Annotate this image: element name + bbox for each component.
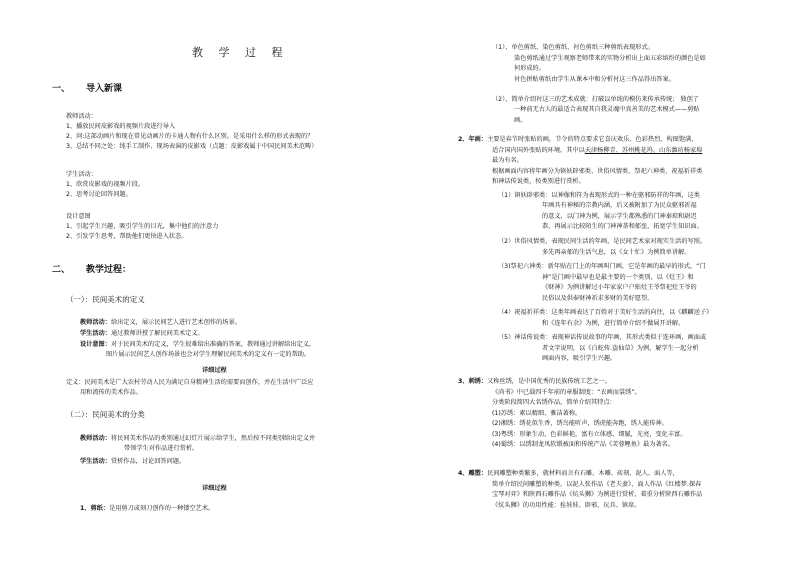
ny-type-2-b: 多先再亲郁的生活气息，以《女十忙》为例简单讲解。	[542, 249, 691, 256]
definition-line-1: 定义：民间美术是广大农村劳动人民为满足自身精神生活的需要而创作，并在生活中广泛应	[66, 379, 314, 386]
ny-type-5-b: 者文字说明，以《白蛇传.盗仙草》为例，解学生一起分析	[542, 345, 699, 352]
p1-design-cont: 图片展示民间艺人创作场景也会对学生理解民间美术的定义有一定的帮助。	[106, 351, 311, 358]
p1-detail-heading: 详细过程	[202, 367, 227, 374]
design-intent-label: 设计意图	[66, 213, 91, 220]
ny-type-3-d: 民俗以及供奉财神祈求多财的美好愿望。	[542, 295, 654, 302]
ny-type-1-b: 年画具有神秘的宗教内涵，后又被附加了为民众驱邪祈福	[542, 202, 697, 209]
embroidery-yue: (3)粤绣：形象生动，色彩鲜艳，富有立体感，细腻，光亮，变化丰富。	[492, 431, 687, 438]
sculpture-line-4: 《炕头狮》的功用性能：拴娃娃、辟邪、玩具、镇席。	[492, 502, 641, 509]
ny-type-3-b: 神”是门画中最早也是最主要的一个类别，以《灶王》和	[542, 274, 694, 281]
sculpture-line-3: 宝琴对弈》和陕西石雕作品《炕头狮》为例进行赏析，着重分析陕西石雕作品	[492, 491, 703, 498]
p2-teacher-cont: 带领学生对作品进行赏析。	[124, 445, 199, 452]
new-year-painting-line-4: 根据画面内容将年画分为镇妖辟邪类、世俗风情类、祭祀六神类、祝福祈祥类	[492, 168, 703, 175]
subsection-2-heading: （二）：民间美术的分类	[66, 410, 145, 419]
section-2-number: 二、	[52, 265, 71, 275]
ny-type-2: （2）世俗风情类，表现民间生活的年画，是民间艺术家对现实生活的写照。	[498, 238, 707, 245]
embroidery-line-3: 分类阶段简四大名绣作品，简单介绍其特点：	[492, 399, 616, 406]
p2-detail-heading: 详细过程	[202, 485, 227, 492]
p1-student: 学生活动：通过教师讲授了解民间美术定义。	[80, 330, 204, 337]
paper-cut-item: 1、剪纸：是用剪刀或刻刀创作的一种镂空艺术。	[80, 505, 215, 512]
p2-teacher: 教师活动：将民间美术作品的类别通过幻灯片展示给学生，然后按不同类别给出定义并	[80, 435, 316, 442]
ny-type-5: （5）神话传说类：表现神话传说故事的年画，其形式类似于连环画，画面或	[498, 334, 707, 341]
student-step-2: 2、思考讨论回答问题。	[66, 191, 132, 198]
paper-cut-text-3: 何形成的。	[514, 65, 545, 72]
teacher-step-3: 3、总结不同之处：纯手工制作、现场表演的皮影戏（点题：皮影戏属于中国民间美术范畴）	[66, 143, 318, 150]
embroidery-xiang: (2)湘绣：绣花似生香，绣鸟能听声，绣虎能奔跑，绣人能传神。	[492, 420, 668, 427]
sculpture-line-2: 简单介绍民间雕塑的种类，以泥人张作品《老夫妻》、面人作品《红楼梦.探春	[492, 481, 702, 488]
paper-cut-text-2: 染色剪纸通过学生观察老师带来的实物分析出上面五彩缤纷的颜色是如	[514, 55, 706, 62]
design-intent-1: 1、引起学生兴趣，吸引学生的目光，集中他们的注意力	[66, 223, 219, 230]
paper-cut-text-4: 衬色拼贴剪纸由学生从课本中和分析衬这三作品得出答案。	[514, 76, 675, 83]
paper-cut-text-7: 画。	[514, 117, 527, 124]
sculpture-intro: 4、雕塑：民间雕塑种类繁多，就材料而言有石雕、木雕、砖刻、泥人、面人等，	[458, 470, 679, 477]
paper-cut-type-1: （1）、单色剪纸、染色剪纸、衬色剪纸三种剪纸表现形式。	[492, 44, 654, 51]
student-activity-label: 学生活动：	[66, 171, 97, 178]
subsection-1-heading: （一）：民间美术的定义	[66, 295, 145, 304]
new-year-painting-intro: 2、年画：主要是春节时张贴的画，节令的特点要求它喜庆欢乐、色彩热烈、构图饱满，	[458, 136, 698, 143]
section-2-heading: 教学过程：	[86, 265, 132, 275]
ny-type-3-c: 《财神》为例讲解过小年家家户户贴灶王爷祭祀灶王爷的	[542, 284, 697, 291]
design-intent-2: 2、引发学生思考，帮助他们更快进入状态。	[66, 233, 188, 240]
ny-type-4-b: 和《连年有余》为例，进行简单介绍不做展开讲解。	[542, 320, 685, 327]
page-title: 教 学 过 程	[192, 46, 289, 59]
embroidery-line-2: 《尚书》中已载四千年前的章服制度：“衣画而裳绣”。	[492, 389, 641, 396]
ny-type-1-c: 的意义，以门神为例，展示学生都熟悉的门神秦琼和尉迟	[542, 213, 697, 220]
embroidery-intro: 3、刺绣：又称丝绣，是中国优秀的民族传统工艺之一。	[458, 378, 611, 385]
section-1-heading: 导入新课	[86, 84, 123, 94]
p2-student: 学生活动：赏析作品，讨论回答问题。	[80, 458, 186, 465]
p1-design: 设计意图：对于民间美术的定义，学生很难给出准确的答案，教师通过讲解给出定义，	[80, 341, 316, 348]
p1-teacher: 教师活动：给出定义，展示民间艺人进行艺术创作的场景。	[80, 319, 241, 326]
teacher-step-2: 2、问:这部动画片和现在常见动画片的卡通人物有什么区别。是采用什么样的形式表现的？	[66, 133, 314, 140]
new-year-painting-line-5: 和神话传说类，按类别进行赏析。	[492, 178, 585, 185]
ny-type-4: （4）祝福祈祥类：这类年画表达了百姓对于美好生活的向往，以《麒麟送子》	[498, 309, 713, 316]
ny-type-5-c: 画面内容，吸引学生兴趣。	[542, 355, 617, 362]
embroidery-shu: (4)蜀绣：以绣制龙凤软缎被面和传统产品《芙蓉鲤鱼》最为著名。	[492, 441, 675, 448]
new-year-painting-line-2: 适合国内国外张贴的环境。其中以天津杨柳青、苏州桃花坞、山东潍坊杨家埠	[492, 147, 703, 154]
embroidery-su: (1)苏绣：素以精细、雅洁著称。	[492, 410, 582, 417]
section-1-number: 一、	[52, 84, 71, 94]
teacher-step-1: 1、播放民间皮影戏的视频片段进行导入	[66, 123, 176, 130]
student-step-1: 1、欣赏皮影戏的视频片段。	[66, 181, 145, 188]
ny-type-1-d: 恭，再展示比较陌生的门神神荼和郁垒，拓宽学生知识面。	[542, 223, 703, 230]
paper-cut-text-6: 一种前无古人的最适合表现其自我灵魂中真善美的艺术模式——剪贴	[514, 106, 700, 113]
teacher-activity-label: 教师活动：	[66, 113, 97, 120]
ny-type-1: （1）镇妖辟邪类：以神像和符为表现形式的一种在驱邪防祥的年画，这类	[498, 192, 700, 199]
definition-line-2: 用和流传的美术作品。	[80, 389, 142, 396]
new-year-painting-line-3: 最为有名。	[492, 157, 523, 164]
paper-cut-type-2: （2）、简单介绍衬这三的艺术成就：打破以单纯的模仿来传承传统； 独创了	[492, 96, 699, 103]
ny-type-3: （3)祭祀六神类：新年贴在门上的年画叫门画，它是年画的最早的形式，“门	[498, 263, 706, 270]
